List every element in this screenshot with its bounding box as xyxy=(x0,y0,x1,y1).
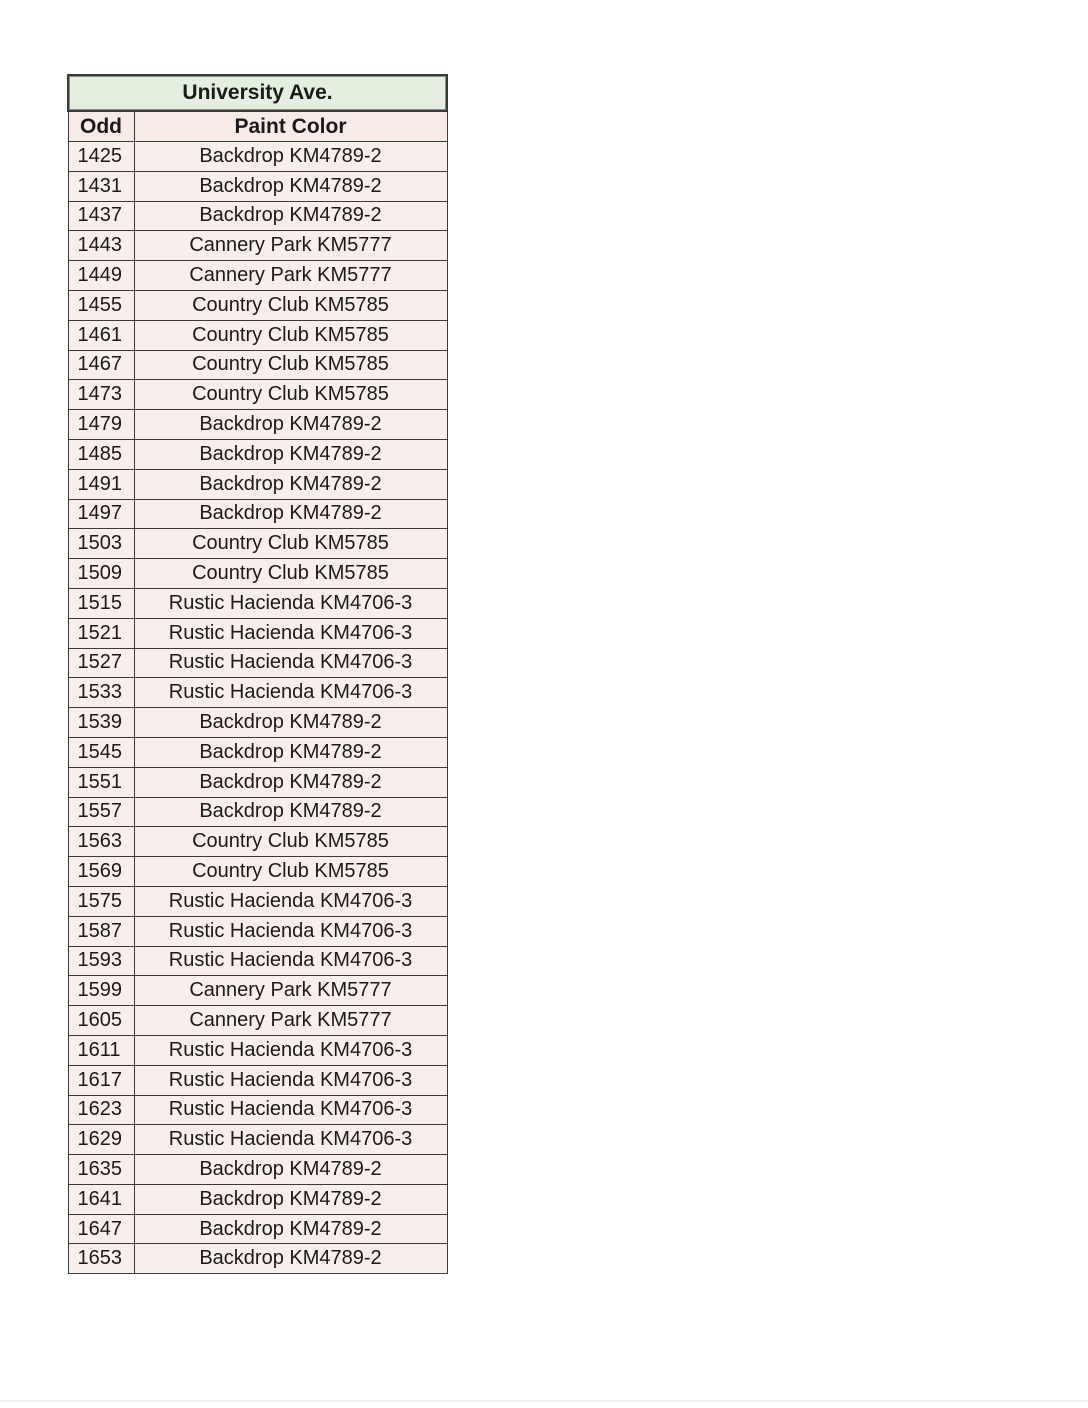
table-row xyxy=(68,1125,447,1155)
table-body xyxy=(68,142,447,1274)
table-row xyxy=(68,499,447,529)
house-number-cell: 1551 xyxy=(68,767,134,797)
paint-color-cell: Backdrop KM4789-2 xyxy=(134,1214,447,1244)
paint-color-cell: Backdrop KM4789-2 xyxy=(134,499,447,529)
table-row xyxy=(68,1095,447,1125)
table-row xyxy=(68,1006,447,1036)
paint-color-cell: Country Club KM5785 xyxy=(134,559,447,589)
paint-color-cell: Backdrop KM4789-2 xyxy=(134,171,447,201)
paint-color-cell: Backdrop KM4789-2 xyxy=(134,767,447,797)
column-header-paint-color: Paint Color xyxy=(134,111,447,142)
house-number-cell: 1491 xyxy=(68,469,134,499)
paint-color-cell: Rustic Hacienda KM4706-3 xyxy=(134,886,447,916)
paint-color-cell: Backdrop KM4789-2 xyxy=(134,1244,447,1274)
paint-color-cell: Backdrop KM4789-2 xyxy=(134,737,447,767)
house-number-cell: 1641 xyxy=(68,1184,134,1214)
table-row xyxy=(68,261,447,291)
house-number-cell: 1515 xyxy=(68,588,134,618)
house-number-cell: 1533 xyxy=(68,678,134,708)
house-number-cell: 1467 xyxy=(68,350,134,380)
house-number-cell: 1503 xyxy=(68,529,134,559)
table-header-row xyxy=(68,111,447,142)
house-number-cell: 1545 xyxy=(68,737,134,767)
paint-color-cell: Backdrop KM4789-2 xyxy=(134,142,447,172)
paint-color-cell: Backdrop KM4789-2 xyxy=(134,410,447,440)
house-number-cell: 1635 xyxy=(68,1155,134,1185)
table-row xyxy=(68,350,447,380)
table-row xyxy=(68,1184,447,1214)
table-row xyxy=(68,320,447,350)
table-row xyxy=(68,439,447,469)
house-number-cell: 1461 xyxy=(68,320,134,350)
house-number-cell: 1485 xyxy=(68,439,134,469)
table-row xyxy=(68,171,447,201)
house-number-cell: 1587 xyxy=(68,916,134,946)
table-row xyxy=(68,1065,447,1095)
paint-color-cell: Backdrop KM4789-2 xyxy=(134,439,447,469)
table-row xyxy=(68,410,447,440)
paint-color-cell: Cannery Park KM5777 xyxy=(134,976,447,1006)
house-number-cell: 1509 xyxy=(68,559,134,589)
house-number-cell: 1611 xyxy=(68,1035,134,1065)
paint-color-cell: Country Club KM5785 xyxy=(134,529,447,559)
house-number-cell: 1473 xyxy=(68,380,134,410)
paint-color-cell: Country Club KM5785 xyxy=(134,320,447,350)
paint-color-cell: Backdrop KM4789-2 xyxy=(134,708,447,738)
house-number-cell: 1593 xyxy=(68,946,134,976)
paint-color-cell: Country Club KM5785 xyxy=(134,857,447,887)
paint-color-cell: Backdrop KM4789-2 xyxy=(134,201,447,231)
house-number-cell: 1623 xyxy=(68,1095,134,1125)
table-row xyxy=(68,380,447,410)
paint-color-cell: Rustic Hacienda KM4706-3 xyxy=(134,1065,447,1095)
table-row xyxy=(68,886,447,916)
table-row xyxy=(68,559,447,589)
house-number-cell: 1563 xyxy=(68,827,134,857)
house-number-cell: 1575 xyxy=(68,886,134,916)
house-number-cell: 1557 xyxy=(68,797,134,827)
table-row xyxy=(68,797,447,827)
table-row xyxy=(68,1155,447,1185)
house-number-cell: 1653 xyxy=(68,1244,134,1274)
table-title: University Ave. xyxy=(68,75,447,111)
paint-color-cell: Cannery Park KM5777 xyxy=(134,261,447,291)
paint-color-cell: Rustic Hacienda KM4706-3 xyxy=(134,946,447,976)
paint-color-cell: Backdrop KM4789-2 xyxy=(134,1155,447,1185)
paint-color-cell: Rustic Hacienda KM4706-3 xyxy=(134,618,447,648)
table-row xyxy=(68,946,447,976)
table-row xyxy=(68,588,447,618)
house-number-cell: 1521 xyxy=(68,618,134,648)
table-row xyxy=(68,1244,447,1274)
table-row xyxy=(68,737,447,767)
table-row xyxy=(68,469,447,499)
page-bottom-edge xyxy=(0,1400,1088,1402)
table-row xyxy=(68,767,447,797)
paint-color-cell: Rustic Hacienda KM4706-3 xyxy=(134,678,447,708)
house-number-cell: 1431 xyxy=(68,171,134,201)
table-row xyxy=(68,976,447,1006)
table-row xyxy=(68,142,447,172)
house-number-cell: 1605 xyxy=(68,1006,134,1036)
table-row xyxy=(68,618,447,648)
paint-color-cell: Backdrop KM4789-2 xyxy=(134,1184,447,1214)
table-row xyxy=(68,648,447,678)
paint-color-table xyxy=(67,74,448,1274)
house-number-cell: 1437 xyxy=(68,201,134,231)
house-number-cell: 1629 xyxy=(68,1125,134,1155)
table-row xyxy=(68,678,447,708)
house-number-cell: 1599 xyxy=(68,976,134,1006)
house-number-cell: 1527 xyxy=(68,648,134,678)
table-row xyxy=(68,529,447,559)
house-number-cell: 1449 xyxy=(68,261,134,291)
table-row xyxy=(68,231,447,261)
house-number-cell: 1443 xyxy=(68,231,134,261)
paint-color-cell: Backdrop KM4789-2 xyxy=(134,797,447,827)
paint-color-cell: Country Club KM5785 xyxy=(134,290,447,320)
table-row xyxy=(68,1214,447,1244)
column-header-odd: Odd xyxy=(68,111,134,142)
paint-color-cell: Country Club KM5785 xyxy=(134,827,447,857)
table-row xyxy=(68,857,447,887)
table-row xyxy=(68,290,447,320)
paint-color-cell: Country Club KM5785 xyxy=(134,350,447,380)
paint-color-cell: Backdrop KM4789-2 xyxy=(134,469,447,499)
house-number-cell: 1455 xyxy=(68,290,134,320)
paint-color-cell: Cannery Park KM5777 xyxy=(134,231,447,261)
paint-color-cell: Rustic Hacienda KM4706-3 xyxy=(134,1035,447,1065)
table-row xyxy=(68,708,447,738)
house-number-cell: 1539 xyxy=(68,708,134,738)
paint-color-cell: Cannery Park KM5777 xyxy=(134,1006,447,1036)
house-number-cell: 1617 xyxy=(68,1065,134,1095)
house-number-cell: 1497 xyxy=(68,499,134,529)
house-number-cell: 1647 xyxy=(68,1214,134,1244)
table-row xyxy=(68,1035,447,1065)
house-number-cell: 1569 xyxy=(68,857,134,887)
paint-color-cell: Rustic Hacienda KM4706-3 xyxy=(134,648,447,678)
paint-color-cell: Rustic Hacienda KM4706-3 xyxy=(134,1095,447,1125)
paint-color-cell: Country Club KM5785 xyxy=(134,380,447,410)
table-row xyxy=(68,201,447,231)
paint-color-cell: Rustic Hacienda KM4706-3 xyxy=(134,1125,447,1155)
table-row xyxy=(68,916,447,946)
paint-color-cell: Rustic Hacienda KM4706-3 xyxy=(134,588,447,618)
house-number-cell: 1479 xyxy=(68,410,134,440)
table-row xyxy=(68,827,447,857)
house-number-cell: 1425 xyxy=(68,142,134,172)
paint-color-cell: Rustic Hacienda KM4706-3 xyxy=(134,916,447,946)
table-title-row xyxy=(68,75,447,111)
